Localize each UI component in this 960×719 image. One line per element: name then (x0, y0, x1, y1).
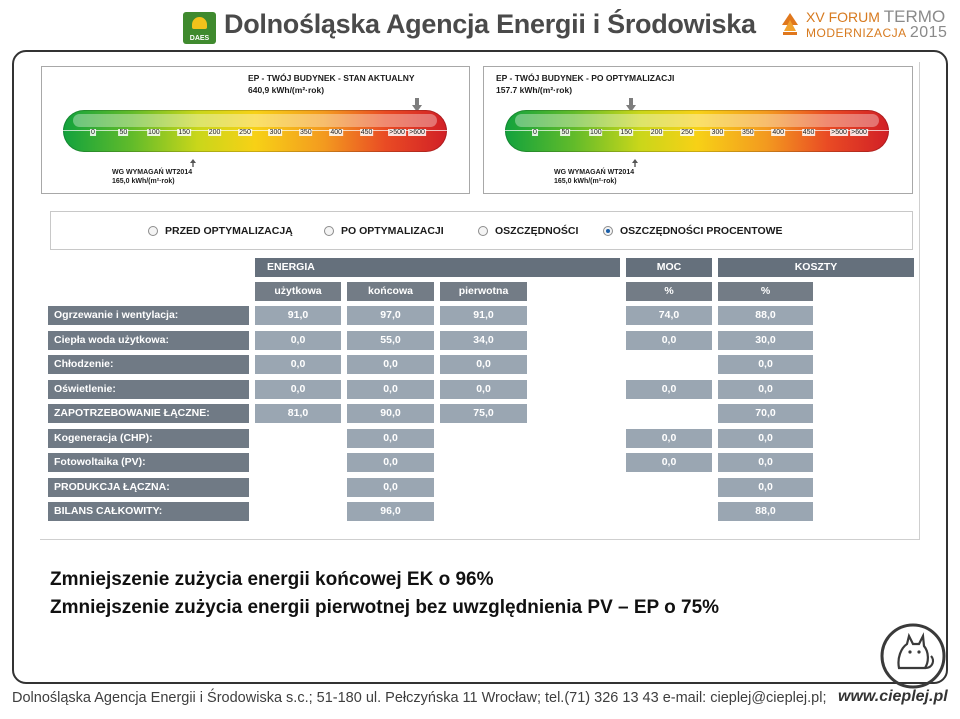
wg-arrow-icon (632, 159, 638, 167)
value-cell-koncowa: 55,0 (347, 331, 434, 350)
footer-contact: Dolnośląska Agencja Energii i Środowiska s.c.; 51-180 ul. Pełczyńska 11 Wrocław; tel.(71) 326 13 43 e-mail: cieplej@cieplej.pl; (12, 690, 827, 706)
wg-line1: WG WYMAGAŃ WT2014 (112, 169, 193, 176)
scale-tick-label: 400 (330, 129, 343, 136)
scale-tick-label: 450 (360, 129, 373, 136)
radio-label: PRZED OPTYMALIZACJĄ (165, 225, 293, 237)
subheader-koszty-percent: % (718, 282, 813, 301)
value-cell-pierwotna: 0,0 (440, 355, 527, 374)
scale-tick-label: 400 (772, 129, 785, 136)
value-cell-koszty: 30,0 (718, 331, 813, 350)
value-cell-koszty: 0,0 (718, 380, 813, 399)
value-cell-koszty: 0,0 (718, 453, 813, 472)
scale-tick-label: 450 (802, 129, 815, 136)
row-label: BILANS CAŁKOWITY: (48, 502, 249, 521)
scale-tick-label: 100 (147, 129, 160, 136)
scale-tick-label: 0 (533, 129, 537, 136)
value-cell-moc: 0,0 (626, 331, 712, 350)
scale-tick-label: 200 (650, 129, 663, 136)
forum-flame-icon (780, 11, 800, 37)
scale-tick-label: 150 (620, 129, 633, 136)
value-cell-koszty: 0,0 (718, 355, 813, 374)
value-cell-pierwotna: 34,0 (440, 331, 527, 350)
value-cell-koncowa: 96,0 (347, 502, 434, 521)
scale-tick-label: 250 (239, 129, 251, 136)
value-cell-uzytkowa: 0,0 (255, 355, 341, 374)
value-cell-koszty: 70,0 (718, 404, 813, 423)
scale-tick-label: 50 (119, 129, 128, 136)
scale-tick-label: 150 (178, 129, 191, 136)
value-cell-pierwotna: 75,0 (440, 404, 527, 423)
gauge-optimized-value: 157.7 kWh/(m²·rok) (496, 85, 573, 95)
gauge-optimized-title: EP - TWÓJ BUDYNEK - PO OPTYMALIZACJI (496, 73, 675, 83)
forum-logo-text (806, 8, 947, 41)
scale-tick-label: 350 (741, 129, 754, 136)
gauge-current (41, 66, 470, 194)
subheader-pierwotna: pierwotna (440, 282, 527, 301)
wg-requirement-label (554, 168, 634, 186)
value-cell-koszty: 0,0 (718, 429, 813, 448)
scale-tick-label: 100 (589, 129, 602, 136)
daes-logo (183, 12, 216, 44)
wg-line2: 165,0 kWh/(m²·rok) (554, 178, 617, 185)
wg-requirement-label (112, 168, 192, 186)
header-koszty: KOSZTY (718, 258, 914, 277)
gauge-optimized-bar (505, 110, 889, 152)
radio-dot[interactable] (478, 226, 488, 236)
value-cell-koncowa: 0,0 (347, 453, 434, 472)
radio-dot[interactable] (324, 226, 334, 236)
wg-line2: 165,0 kWh/(m²·rok) (112, 178, 175, 185)
forum-modernizacja: MODERNIZACJA (806, 26, 907, 40)
forum-label: XV FORUM (806, 9, 880, 25)
cat-logo-icon (879, 622, 947, 690)
subheader-moc-percent: % (626, 282, 712, 301)
value-cell-uzytkowa: 0,0 (255, 380, 341, 399)
value-cell-koncowa: 0,0 (347, 380, 434, 399)
header-energia: ENERGIA (255, 258, 620, 277)
scale-tick-label: 300 (711, 129, 724, 136)
scale-tick-label: >600 (851, 129, 867, 136)
caption-final-energy: Zmniejszenie zużycia energii końcowej EK o 96% (50, 569, 494, 590)
radio-label: OSZCZĘDNOŚCI (495, 225, 579, 237)
radio-savings[interactable] (478, 225, 578, 237)
value-cell-moc: 0,0 (626, 453, 712, 472)
scale-tick-label: >600 (409, 129, 425, 136)
value-cell-koszty: 88,0 (718, 502, 813, 521)
scale-tick-label: 250 (681, 129, 693, 136)
value-cell-moc: 0,0 (626, 429, 712, 448)
forum-termo: TERMO (883, 7, 946, 26)
gauge-optimized (483, 66, 913, 194)
value-cell-koncowa: 0,0 (347, 355, 434, 374)
value-cell-pierwotna: 0,0 (440, 380, 527, 399)
header (0, 0, 960, 50)
value-cell-koncowa: 90,0 (347, 404, 434, 423)
value-cell-pierwotna: 91,0 (440, 306, 527, 325)
radio-after-optimization[interactable] (324, 225, 444, 237)
sun-icon (192, 17, 207, 29)
caption-primary-energy: Zmniejszenie zużycia energii pierwotnej bez uwzględnienia PV – EP o 75% (50, 597, 720, 618)
scale-tick-label: 350 (299, 129, 312, 136)
gauge-current-bar (63, 110, 447, 152)
row-label: Fotowoltaika (PV): (48, 453, 249, 472)
value-cell-koszty: 88,0 (718, 306, 813, 325)
scale-tick-label: >500 (831, 129, 847, 136)
value-cell-koncowa: 97,0 (347, 306, 434, 325)
value-cell-koncowa: 0,0 (347, 478, 434, 497)
scale-tick-label: 300 (269, 129, 282, 136)
radio-dot[interactable] (148, 226, 158, 236)
wg-arrow-icon (190, 159, 196, 167)
forum-year: 2015 (909, 24, 948, 41)
value-cell-koszty: 0,0 (718, 478, 813, 497)
row-label: PRODUKCJA ŁĄCZNA: (48, 478, 249, 497)
row-label: Chłodzenie: (48, 355, 249, 374)
value-cell-uzytkowa: 81,0 (255, 404, 341, 423)
row-label: Ciepła woda użytkowa: (48, 331, 249, 350)
value-cell-uzytkowa: 0,0 (255, 331, 341, 350)
radio-savings-percent[interactable] (603, 225, 783, 237)
subheader-koncowa: końcowa (347, 282, 434, 301)
value-cell-moc: 0,0 (626, 380, 712, 399)
row-label: Oświetlenie: (48, 380, 249, 399)
wg-line1: WG WYMAGAŃ WT2014 (554, 169, 635, 176)
scale-tick-label: >500 (389, 129, 405, 136)
row-label: Kogeneracja (CHP): (48, 429, 249, 448)
gauge-current-value: 640,9 kWh/(m²·rok) (248, 85, 325, 95)
scale-tick-label: 200 (208, 129, 221, 136)
value-cell-uzytkowa: 91,0 (255, 306, 341, 325)
radio-label: OSZCZĘDNOŚCI PROCENTOWE (620, 225, 783, 237)
scale-tick-label: 0 (91, 129, 95, 136)
gauge-current-title: EP - TWÓJ BUDYNEK - STAN AKTUALNY (248, 73, 415, 83)
radio-label: PO OPTYMALIZACJI (341, 225, 444, 237)
value-cell-koncowa: 0,0 (347, 429, 434, 448)
daes-logo-label: DAES (189, 35, 210, 42)
radio-before-optimization[interactable] (148, 225, 293, 237)
agency-title: Dolnośląska Agencja Energii i Środowiska (224, 9, 756, 39)
radio-dot[interactable] (603, 226, 613, 236)
footer-website-link[interactable]: www.cieplej.pl (838, 688, 948, 705)
header-moc: MOC (626, 258, 712, 277)
subheader-uzytkowa: użytkowa (255, 282, 341, 301)
view-mode-radio-group (50, 211, 913, 250)
scale-tick-label: 50 (561, 129, 570, 136)
row-label: Ogrzewanie i wentylacja: (48, 306, 249, 325)
row-label: ZAPOTRZEBOWANIE ŁĄCZNE: (48, 404, 249, 423)
value-cell-moc: 74,0 (626, 306, 712, 325)
